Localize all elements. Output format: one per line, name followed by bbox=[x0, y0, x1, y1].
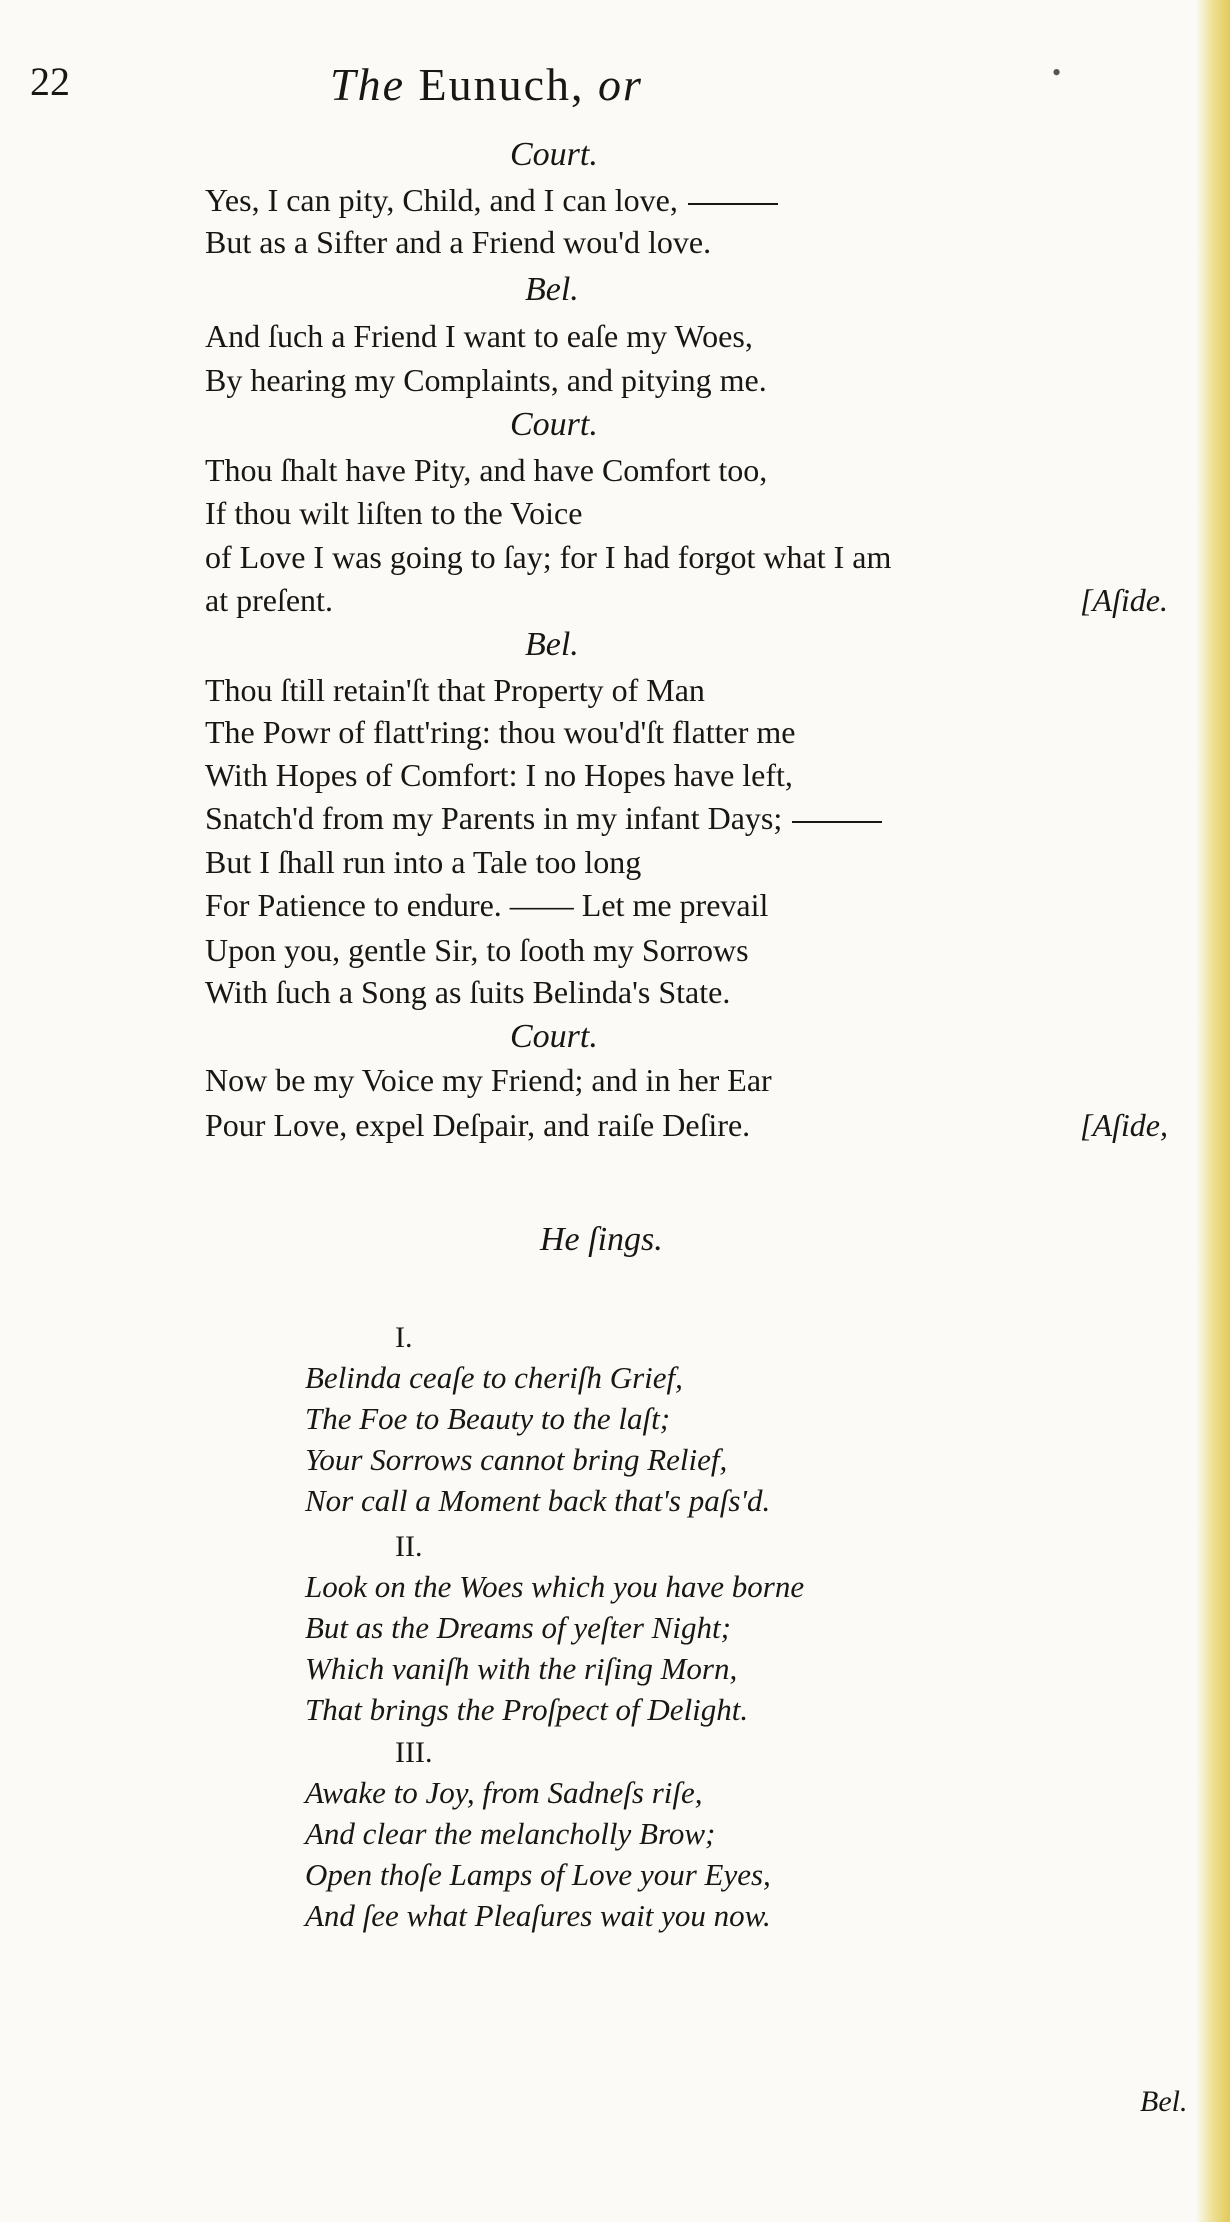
dialogue-line bbox=[205, 842, 641, 882]
song-verse-line: Your Sorrows cannot bring Relief, bbox=[305, 1442, 728, 1477]
running-header bbox=[0, 58, 1230, 128]
em-dash-rule bbox=[688, 203, 778, 205]
song-verse-line: The Foe to Beauty to the laſt; bbox=[305, 1401, 671, 1436]
speaker-label: Bel. bbox=[525, 626, 579, 663]
speaker-name bbox=[525, 625, 579, 665]
stanza-numeral: II. bbox=[395, 1530, 423, 1563]
aside-direction: [Aſide, bbox=[1080, 1107, 1168, 1143]
speaker-label: Court. bbox=[510, 406, 598, 443]
song-verse-line: That brings the Proſpect of Delight. bbox=[305, 1692, 749, 1727]
gilded-page-edge bbox=[1196, 0, 1230, 2222]
speaker-label: Bel. bbox=[525, 271, 579, 308]
dialogue-text: Thou ſtill retain'ſt that Property of Man bbox=[205, 672, 705, 708]
dialogue-line bbox=[205, 222, 711, 262]
dialogue-line bbox=[205, 316, 753, 356]
ink-mark: • bbox=[1052, 58, 1062, 87]
dialogue-text: Snatch'd from my Parents in my infant Days; bbox=[205, 800, 783, 836]
speaker-name bbox=[510, 135, 598, 175]
dialogue-text: The Powr of flatt'ring: thou wou'd'ſt flatter me bbox=[205, 714, 796, 750]
dialogue-text: But I ſhall run into a Tale too long bbox=[205, 844, 642, 880]
dialogue-text: Upon you, gentle Sir, to ſooth my Sorrows bbox=[205, 932, 749, 968]
song-verse-line: Which vaniſh with the riſing Morn, bbox=[305, 1651, 738, 1686]
dialogue-text: With ſuch a Song as ſuits Belinda's State. bbox=[205, 974, 731, 1010]
song-verse-line: Belinda ceaſe to cheriſh Grief, bbox=[305, 1360, 683, 1395]
running-title-eunuch: Eunuch, bbox=[418, 59, 585, 110]
dialogue-text: For Patience to endure. —— Let me prevail bbox=[205, 887, 769, 923]
song-verse-line: Awake to Joy, from Sadneſs riſe, bbox=[305, 1775, 703, 1810]
speaker-label: Court. bbox=[510, 136, 598, 173]
dialogue-text: Now be my Voice my Friend; and in her Ear bbox=[205, 1062, 772, 1098]
stage-direction: He ſings. bbox=[540, 1221, 663, 1258]
dialogue-line bbox=[205, 930, 749, 970]
page-number: 22 bbox=[30, 59, 70, 104]
dialogue-line bbox=[205, 537, 891, 577]
speaker-name bbox=[510, 1017, 598, 1057]
dialogue-line bbox=[205, 580, 333, 620]
running-title-or: or bbox=[598, 59, 643, 110]
dialogue-line bbox=[205, 493, 582, 533]
dialogue-text: Thou ſhalt have Pity, and have Comfort too, bbox=[205, 452, 768, 488]
dialogue-text: Pour Love, expel Deſpair, and raiſe Deſire. bbox=[205, 1107, 751, 1143]
dialogue-line bbox=[205, 972, 730, 1012]
dialogue-line bbox=[205, 755, 793, 795]
song-verse-line: Open thoſe Lamps of Love your Eyes, bbox=[305, 1857, 771, 1892]
speaker-label: Court. bbox=[510, 1018, 598, 1055]
dialogue-text: And ſuch a Friend I want to eaſe my Woes, bbox=[205, 318, 753, 354]
speaker-name bbox=[510, 405, 598, 445]
dialogue-text: If thou wilt liſten to the Voice bbox=[205, 495, 583, 531]
song-verse-line: Look on the Woes which you have borne bbox=[305, 1569, 805, 1604]
dialogue-text: With Hopes of Comfort: I no Hopes have left, bbox=[205, 757, 793, 793]
em-dash-rule bbox=[792, 821, 882, 823]
stanza-numeral: III. bbox=[395, 1736, 433, 1769]
aside-direction: [Aſide. bbox=[1080, 582, 1168, 618]
dialogue-line bbox=[205, 1060, 772, 1100]
dialogue-text: By hearing my Complaints, and pitying me. bbox=[205, 362, 767, 398]
dialogue-text: Yes, I can pity, Child, and I can love, bbox=[205, 182, 678, 218]
dialogue-line bbox=[205, 885, 768, 925]
speaker-name bbox=[525, 270, 579, 310]
dialogue-line bbox=[205, 450, 767, 490]
dialogue-line bbox=[205, 180, 778, 220]
dialogue-line bbox=[205, 712, 796, 752]
song-verse-line: And clear the melancholly Brow; bbox=[305, 1816, 716, 1851]
dialogue-text: But as a Sifter and a Friend wou'd love. bbox=[205, 224, 712, 260]
running-title-the: The bbox=[330, 59, 405, 110]
dialogue-text: at preſent. bbox=[205, 582, 333, 618]
running-title bbox=[330, 58, 643, 111]
dialogue-text: of Love I was going to ſay; for I had forgot what I am bbox=[205, 539, 892, 575]
stanza-numeral: I. bbox=[395, 1321, 413, 1354]
song-verse-line: Nor call a Moment back that's paſs'd. bbox=[305, 1483, 771, 1518]
dialogue-line bbox=[205, 1105, 750, 1145]
dialogue-line bbox=[205, 360, 767, 400]
song-verse-line: And ſee what Pleaſures wait you now. bbox=[305, 1898, 771, 1933]
song-verse-line: But as the Dreams of yeſter Night; bbox=[305, 1610, 731, 1645]
catchword: Bel. bbox=[1140, 2085, 1188, 2118]
dialogue-line bbox=[205, 670, 705, 710]
dialogue-line bbox=[205, 798, 882, 838]
